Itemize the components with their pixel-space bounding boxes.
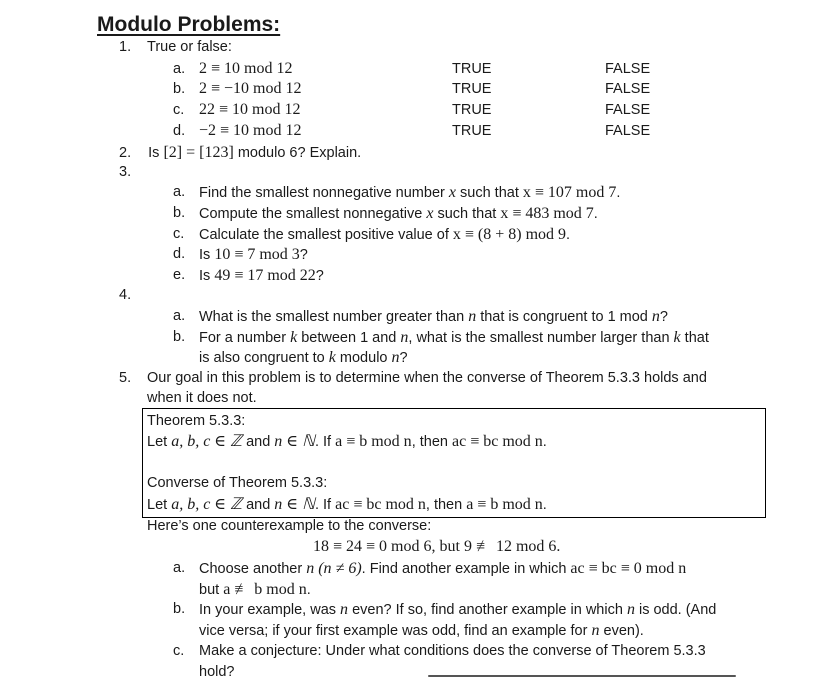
problem-5-line1: Our goal in this problem is to determine when the converse of Theorem 5.3.3 holds and	[147, 370, 707, 386]
counterexample-expr: 18 ≡ 24 ≡ 0 mod 6, but 9 ≢ 12 mod 6.	[313, 538, 561, 555]
item-4b-letter: b.	[173, 329, 186, 345]
item-3c-text: Calculate the smallest positive value of x ≡ (8 + 8) mod 9.	[199, 226, 571, 243]
item-1a-true-option[interactable]: TRUE	[452, 61, 492, 77]
item-1a-false-option[interactable]: FALSE	[605, 61, 651, 77]
item-1d-letter: d.	[173, 123, 186, 139]
item-5b-text: In your example, was n even? If so, find another example in which n is odd. (And	[199, 601, 717, 618]
problem-2-text-end: modulo 6? Explain.	[233, 145, 362, 161]
item-3a-letter: a.	[173, 184, 186, 200]
item-1a-letter: a.	[173, 61, 186, 77]
item-4a-letter: a.	[173, 308, 186, 324]
problem-2-number: 2.	[119, 145, 132, 161]
item-1d-true-option[interactable]: TRUE	[452, 123, 492, 139]
page-title: Modulo Problems:	[97, 13, 281, 36]
item-3e-text: Is 49 ≡ 17 mod 22?	[199, 267, 324, 284]
item-3b-letter: b.	[173, 205, 186, 221]
item-5b-letter: b.	[173, 601, 186, 617]
item-5c-text: Make a conjecture: Under what conditions does the converse of Theorem 5.3.3	[199, 643, 706, 659]
item-5b-text-line2: vice versa; if your first example was odd, find an example for n even).	[199, 622, 644, 639]
item-5a-letter: a.	[173, 560, 186, 576]
item-3d-letter: d.	[173, 246, 186, 262]
item-3b-text: Compute the smallest nonnegative x such that x ≡ 483 mod 7.	[199, 205, 598, 222]
item-5c-text-line2: hold?	[199, 664, 235, 680]
problem-5-line2: when it does not.	[147, 390, 257, 406]
item-1b-true-option[interactable]: TRUE	[452, 81, 492, 97]
problem-5-number: 5.	[119, 370, 132, 386]
item-3c-letter: c.	[173, 226, 185, 242]
item-1b-expr: 2 ≡ −10 mod 12	[199, 80, 302, 97]
problem-1-text: True or false:	[147, 39, 232, 55]
item-1c-false-option[interactable]: FALSE	[605, 102, 651, 118]
item-1a-expr: 2 ≡ 10 mod 12	[199, 60, 293, 77]
item-4b-text: For a number k between 1 and n, what is the smallest number larger than k that	[199, 329, 709, 346]
item-1d-false-option[interactable]: FALSE	[605, 123, 651, 139]
converse-statement: Let a, b, c ∈ ℤ and n ∈ ℕ. If ac ≡ bc mod n, then a ≡ b mod n.	[147, 496, 547, 513]
item-5a-text: Choose another n (n ≠ 6). Find another example in which ac ≡ bc ≡ 0 mod n	[199, 560, 687, 577]
theorem-statement: Let a, b, c ∈ ℤ and n ∈ ℕ. If a ≡ b mod n, then ac ≡ bc mod n.	[147, 433, 547, 450]
problem-3-number: 3.	[119, 164, 132, 180]
converse-title: Converse of Theorem 5.3.3:	[147, 475, 328, 491]
item-4a-text: What is the smallest number greater than n that is congruent to 1 mod n?	[199, 308, 668, 325]
problem-2-expr: [2] = [123]	[163, 144, 234, 161]
problem-2	[119, 145, 361, 161]
problem-1-number: 1.	[119, 39, 132, 55]
item-1c-letter: c.	[173, 102, 185, 118]
item-3e-letter: e.	[173, 267, 186, 283]
counterexample-intro: Here’s one counterexample to the converse:	[147, 518, 432, 534]
item-1b-letter: b.	[173, 81, 186, 97]
item-3a-text: Find the smallest nonnegative number x such that x ≡ 107 mod 7.	[199, 184, 621, 201]
item-1c-true-option[interactable]: TRUE	[452, 102, 492, 118]
item-1d-expr: −2 ≡ 10 mod 12	[199, 122, 302, 139]
theorem-title: Theorem 5.3.3:	[147, 413, 246, 429]
item-4b-text-line2: is also congruent to k modulo n?	[199, 349, 408, 366]
problem-4-number: 4.	[119, 287, 132, 303]
item-5a-text-line2: but a ≢ b mod n.	[199, 581, 311, 598]
item-1c-expr: 22 ≡ 10 mod 12	[199, 101, 301, 118]
problem-2-text: Is	[148, 145, 164, 161]
item-5c-letter: c.	[173, 643, 185, 659]
item-3d-text: Is 10 ≡ 7 mod 3?	[199, 246, 308, 263]
item-1b-false-option[interactable]: FALSE	[605, 81, 651, 97]
